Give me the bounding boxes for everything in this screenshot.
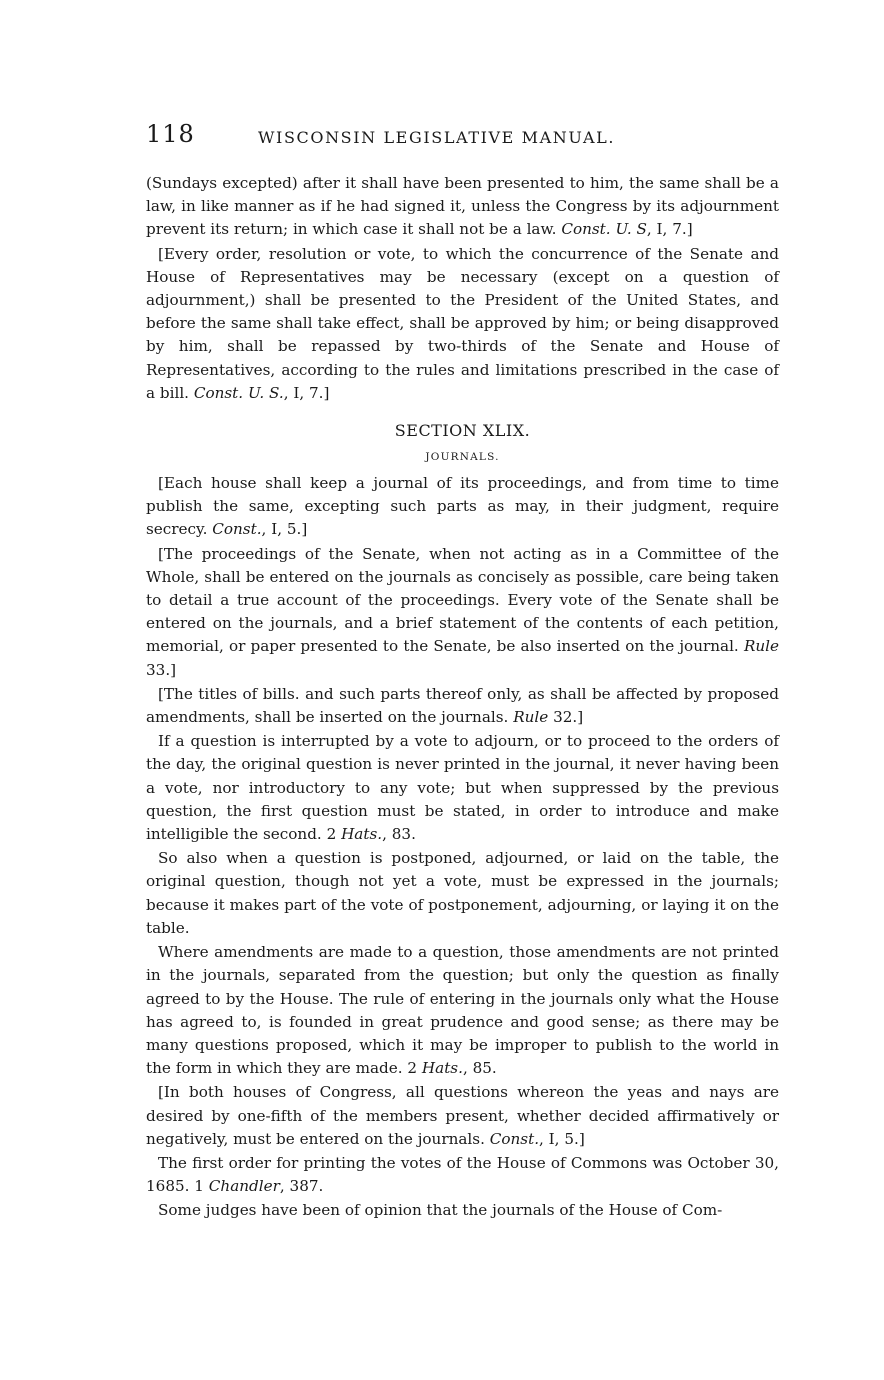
citation-italic: Const. U. S. (193, 383, 284, 402)
section-heading: SECTION XLIX. (394, 421, 531, 441)
text-run: , 387. (279, 1177, 324, 1196)
text-run: So also when a question is postponed, adjourned, or laid on the table, the original question, though not yet a vote, must be expressed in the journals; because it makes part of the vote of postponement, adjourning, or laying it on the table. (146, 849, 779, 937)
text-run: [The titles of bills. and such parts thereof only, as shall be affected by proposed amendments, shall be inserted on the journals. (146, 684, 779, 727)
text-run: , I, 5.] (539, 1129, 585, 1148)
paragraph (146, 1081, 779, 1151)
citation-italic: Rule (513, 708, 549, 727)
paragraph (146, 941, 779, 1080)
page-header (146, 120, 786, 154)
paragraph (146, 683, 779, 729)
paragraph (146, 243, 779, 405)
citation-italic: Hats. (421, 1059, 463, 1078)
citation-italic: Const. (212, 520, 262, 539)
paragraph (146, 172, 779, 242)
text-run: , I, 7.] (283, 383, 330, 402)
citation-italic: Const. (489, 1129, 540, 1148)
text-run: Some judges have been of opinion that the journals of the House of Com- (158, 1201, 723, 1220)
section-subheading: JOURNALS. (425, 451, 500, 464)
citation-italic: Rule (743, 637, 779, 656)
text-run: , I, 7.] (646, 220, 693, 239)
text-run: [Every order, resolution or vote, to which the concurrence of the Senate and House of Representatives may be necessary (except on a question of adjournment,) shall be presented to the President of the United States, and before the same shall take effect, shall be approved by him; or being disapproved by him, shall be repassed by two-thirds of the Senate and House of Representatives, according to the rules and limitations prescribed in the case of a bill. (146, 244, 779, 402)
text-run: , 85. (462, 1059, 497, 1078)
citation-italic: Chandler (208, 1177, 280, 1196)
citation-italic: Hats. (341, 825, 383, 844)
text-run: [The proceedings of the Senate, when not acting as in a Committee of the Whole, shall be entered on the journals as concisely as possible, care being taken to detail a true account of the proceedings. Every vote of the Senate shall be entered on the journals, and a brief statement of the contents of each petition, memorial, or paper presented to the Senate, be also inserted on the journal. (146, 544, 779, 656)
text-run: [In both houses of Congress, all questions whereon the yeas and nays are desired by one-fifth of the members present, whether decided affirmatively or negatively, must be entered on the journals. (146, 1083, 779, 1148)
paragraph (146, 730, 779, 846)
page-number: 118 (146, 120, 195, 148)
text-run: , 83. (382, 825, 416, 844)
paragraph (146, 472, 779, 542)
citation-italic: Const. U. S (561, 220, 647, 239)
paragraph (146, 1199, 779, 1222)
text-run: (Sundays excepted) after it shall have been presented to him, the same shall be a law, in like manner as if he had signed it, unless the Congress by its adjournment prevent its return; in which case it shall not be a law. (146, 174, 779, 239)
text-run: , I, 5.] (261, 520, 308, 539)
paragraph (146, 543, 779, 682)
running-title: WISCONSIN LEGISLATIVE MANUAL. (258, 128, 616, 147)
text-run: Where amendments are made to a question, those amendments are not printed in the journals, separated from the question; but only the question as finally agreed to by the House. The rule of entering in the journals only what the House has agreed to, is founded in great prudence and good sense; as there may be many questions proposed, which it may be improper to publish to the world in the form in which they are made. 2 (146, 943, 779, 1078)
text-run: [Each house shall keep a journal of its proceedings, and from time to time publish the same, excepting such parts as may, in their judgment, require secrecy. (146, 474, 779, 539)
body-text (146, 172, 779, 1223)
text-run: If a question is interrupted by a vote to adjourn, or to proceed to the orders of the day, the original question is never printed in the journal, it never having been a vote, nor introductory to any vote; but when suppressed by the previous question, the first question must be stated, in order to introduce and make intelligible the second. 2 (146, 732, 779, 844)
text-run: The first order for printing the votes of the House of Commons was October 30, 1685. 1 (146, 1153, 779, 1196)
text-run: 32.] (548, 708, 584, 727)
paragraph (146, 1152, 779, 1198)
paragraph (146, 847, 779, 940)
text-run: 33.] (146, 660, 177, 679)
